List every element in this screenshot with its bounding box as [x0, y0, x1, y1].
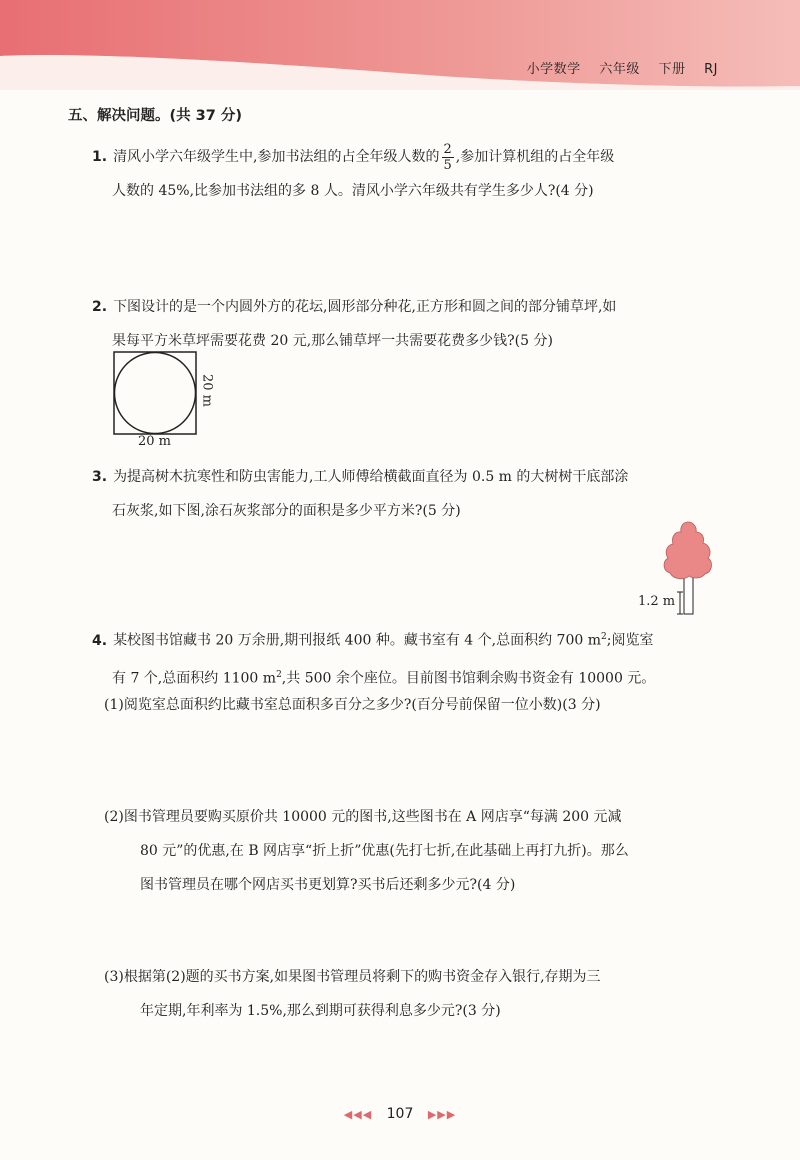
q4-s2-line2: 80 元”的优惠,在 B 网店享“折上折”优惠(先打七折,在此基础上再打九折)。那么 [140, 843, 629, 859]
fraction-denominator: 5 [443, 157, 452, 173]
q2-text-line1: 下图设计的是一个内圆外方的花坛,圆形部分种花,正方形和圆之间的部分铺草坪,如 [113, 299, 617, 315]
question-1 [92, 140, 732, 208]
question-number: 1. [92, 149, 108, 165]
header-edition: RJ [704, 62, 718, 77]
tree-trunk [684, 576, 693, 614]
q4-text-d: ,共 500 余个座位。目前图书馆剩余购书资金有 10000 元。 [281, 670, 656, 687]
q4-s2-line3: 图书管理员在哪个网店买书更划算?买书后还剩多少元?(4 分) [140, 877, 516, 893]
page-footer [0, 1106, 800, 1122]
question-4 [92, 620, 732, 695]
left-arrows-icon: ◀◀◀ [343, 1108, 373, 1121]
right-arrows-icon: ▶▶▶ [427, 1108, 457, 1121]
q1-text-b: ,参加计算机组的占全年级 [455, 149, 615, 165]
q1-text-a: 清风小学六年级学生中,参加书法组的占全年级人数的 [113, 149, 440, 165]
superscript: 2 [601, 632, 607, 642]
circle-shape [115, 353, 196, 434]
header-grade: 六年级 [599, 62, 640, 77]
question-4-part-2 [104, 800, 744, 902]
header-subject: 小学数学 [526, 62, 581, 77]
q4-s2-line1: (2)图书管理员要购买原价共 10000 元的图书,这些图书在 A 网店享“每满 200 元减 [104, 809, 622, 825]
section-title: 五、解决问题。(共 37 分) [68, 108, 243, 124]
superscript: 2 [276, 669, 282, 680]
q2-text-line2: 果每平方米草坪需要花费 20 元,那么铺草坪一共需要花费多少钱?(5 分) [112, 333, 553, 349]
q3-text-line2: 石灰浆,如下图,涂石灰浆部分的面积是多少平方米?(5 分) [112, 503, 461, 519]
fraction [442, 142, 454, 173]
q4-s3-line1: (3)根据第(2)题的买书方案,如果图书管理员将剩下的购书资金存入银行,存期为三 [104, 969, 601, 985]
q4-text-c: 有 7 个,总面积约 1100 m [112, 670, 277, 687]
page-number: 107 [386, 1106, 414, 1122]
question-4-part-3 [104, 960, 744, 1028]
tree-height-label: 1.2 m [638, 594, 676, 609]
question-2 [92, 290, 732, 358]
question-3 [92, 460, 732, 528]
q4-s3-line2: 年定期,年利率为 1.5%,那么到期可获得利息多少元?(3 分) [140, 1003, 501, 1019]
tree-crown [664, 522, 711, 579]
q1-text-line2: 人数的 45%,比参加书法组的多 8 人。清风小学六年级共有学生多少人?(4 分) [112, 183, 594, 199]
square-side-label: 20 m [199, 373, 215, 407]
question-4-part-1 [104, 688, 744, 722]
square-circle-figure [112, 350, 198, 436]
fraction-numerator: 2 [443, 141, 452, 157]
question-number: 4. [92, 632, 108, 649]
square-bottom-label: 20 m [138, 434, 172, 449]
q4-s1-text: (1)阅览室总面积约比藏书室总面积多百分之多少?(百分号前保留一位小数)(3 分) [104, 697, 601, 713]
header-volume: 下册 [658, 62, 686, 77]
q4-text-a: 某校图书馆藏书 20 万余册,期刊报纸 400 种。藏书室有 4 个,总面积约 700 m [113, 632, 602, 649]
question-number: 2. [92, 299, 108, 315]
question-number: 3. [92, 469, 108, 485]
header-info [513, 58, 718, 77]
q3-text-line1: 为提高树木抗寒性和防虫害能力,工人师傅给横截面直径为 0.5 m 的大树树干底部涂 [113, 469, 629, 485]
q4-text-b: ;阅览室 [606, 632, 654, 649]
